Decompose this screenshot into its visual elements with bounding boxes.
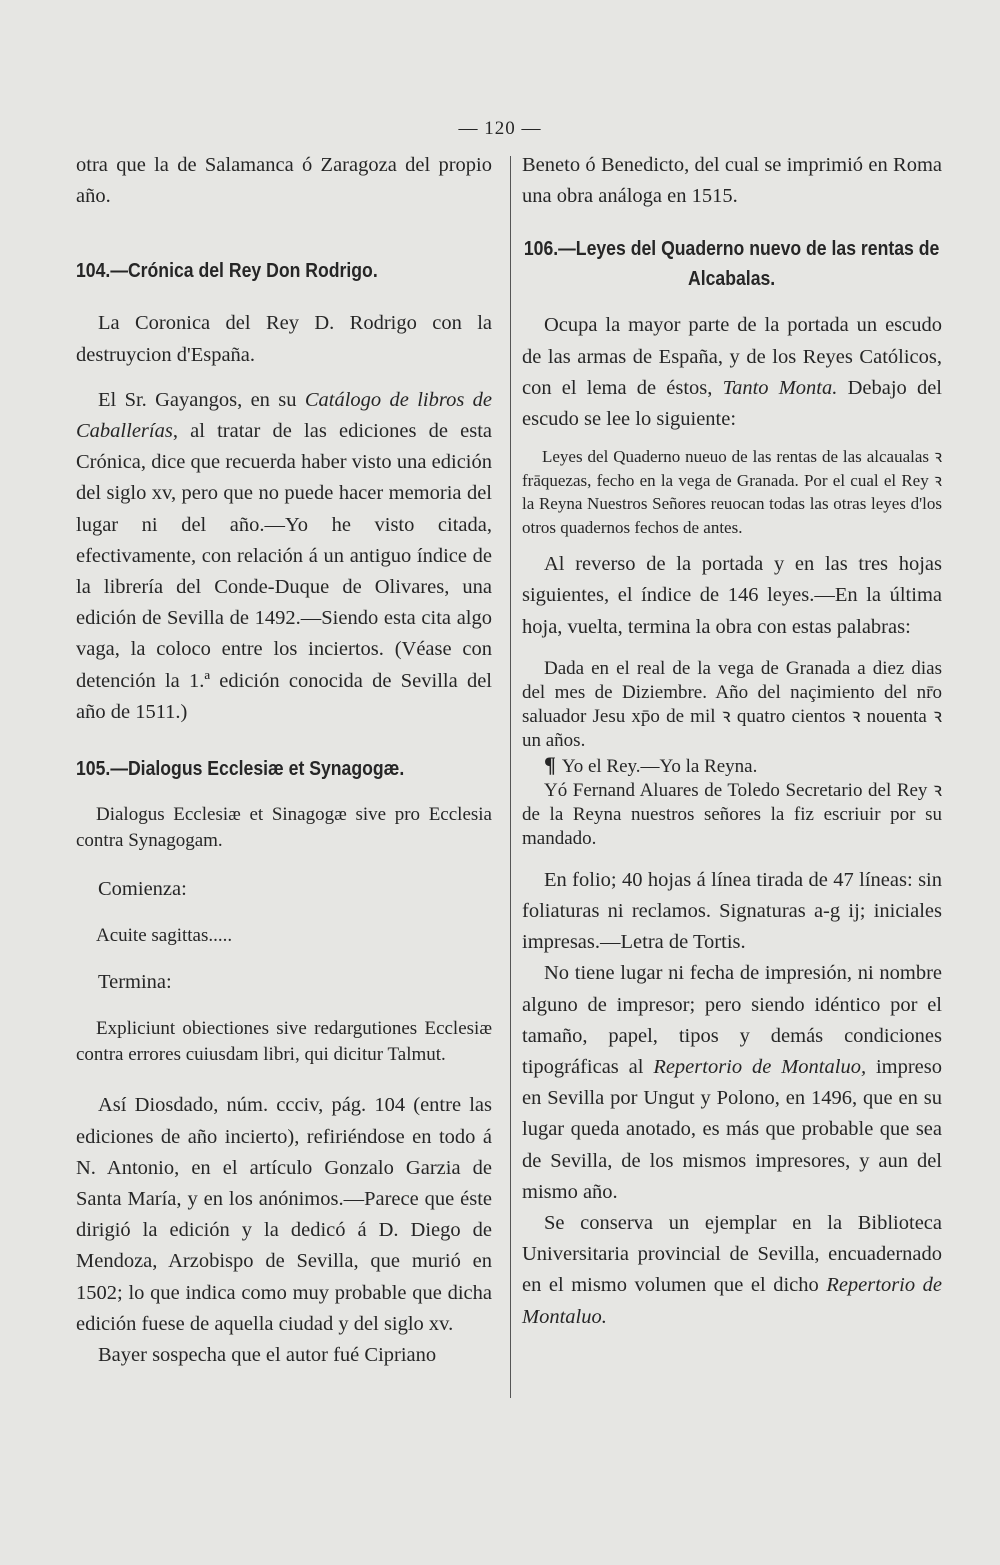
entry-heading-106: 106.—Leyes del Quaderno nuevo de las rentas de Alcabalas. (524, 237, 940, 291)
entry-heading-105: 105.—Dialogus Ecclesiæ et Synagogæ. (76, 757, 405, 781)
right-column (522, 150, 942, 1333)
entry-heading-104: 104.—Crónica del Rey Don Rodrigo. (76, 259, 378, 283)
colophon-text: Dada en el real de la vega de Granada a diez dias del mes de Diziembre. Año del naçimiento del nr̄o saluador Jesu xp̄o de mil ꝛ quatro cientos ꝛ nouenta ꝛ un años. (522, 657, 942, 751)
paragraph-continuation: otra que la de Salamanca ó Zaragoza del propio año. (76, 154, 492, 208)
comienza-label: Comienza: (98, 878, 187, 901)
italic-title: Catálogo de libros de Caballerías (76, 388, 492, 443)
reverse-description: Al reverso de la portada y en las tres hojas siguientes, el índice de 146 leyes.—En la última hoja, vuelta, termina la obra con estas palabras: (522, 553, 942, 638)
paragraph-bayer: Bayer sospecha que el autor fué Cipriano (98, 1344, 437, 1367)
column-divider (510, 156, 511, 1398)
entry-104-title: La Coronica del Rey D. Rodrigo con la destruycion d'España. (76, 312, 492, 366)
text-run: Debajo del escudo se lee lo siguiente: (522, 376, 942, 431)
text-run: Ocupa la mayor parte de la portada un escudo de las armas de España, y de los Reyes Católicos, con el lema de éstos, (522, 314, 942, 399)
text-run: Se conserva un ejemplar en la Biblioteca Universitaria provincial de Sevilla, encuadernado en el mismo volumen que el dicho (522, 1212, 942, 1297)
text-run: No tiene lugar ni fecha de impresión, ni nombre alguno de impresor; pero siendo idéntico por el tamaño, papel, tipos y demás condiciones tipográficas al (522, 962, 942, 1079)
pilcrow-icon: ¶ (544, 751, 556, 777)
italic-title: Repertorio de Montaluo. (522, 1274, 943, 1328)
colophon-signatures (522, 753, 942, 779)
text-run: , al tratar de las ediciones de esta Crónica, dice que recuerda haber visto una edición del siglo xv, pero que no puede hacer memoria del lugar ni del año.—Yo he visto citada, efectivamente, con relación á un antiguo índice de la librería del Conde-Duque de Olivares, una edición de Sevilla de 1492.—Siendo esta cita algo vaga, la coloco entre los inciertos. (Véase con detención la 1.ª edición conocida de Sevilla del año de 1511.) (76, 420, 492, 723)
left-column (76, 150, 492, 1371)
text-run: Yo el Rey.—Yo la Reyna. (561, 755, 758, 777)
termina-label: Termina: (98, 971, 172, 994)
paragraph-continuation: Beneto ó Benedicto, del cual se imprimió en Roma una obra análoga en 1515. (522, 154, 942, 208)
entry-106-description (522, 310, 942, 435)
page-number: — 120 — (458, 118, 542, 139)
italic-motto: Tanto Monta. (722, 376, 838, 399)
attribution-paragraph (522, 958, 942, 1208)
entry-105-title: Dialogus Ecclesiæ et Sinagogæ sive pro Ecclesia contra Synagogam. (76, 804, 492, 852)
incipit-text: Acuite sagittas..... (96, 925, 233, 947)
location-paragraph (522, 1208, 942, 1333)
explicit-text: Expliciunt obiectiones sive redargutiones Ecclesiæ contra errores cuiusdam libri, qui dicitur Talmut. (76, 1018, 492, 1066)
title-page-transcription: Leyes del Quaderno nueuo de las rentas de las alcaualas ꝛ frāquezas, fecho en la vega de Granada. Por el cual el Rey ꝛ la Reyna Nuestros Señores reuocan todas las otras leyes d'los otros quadernos fechos de antes. (522, 447, 942, 537)
text-run: impreso en Sevilla por Ungut y Polono, en 1496, que en su lugar queda anotado, es más que probable que sea de Sevilla, de los mismos impresores, y aun del mismo año. (522, 1056, 942, 1203)
italic-title: Repertorio de Montaluo, (653, 1056, 867, 1079)
physical-description: En folio; 40 hojas á línea tirada de 47 líneas: sin foliaturas ni reclamos. Signaturas a-g ij; iniciales impresas.—Letra de Tortis. (522, 868, 942, 954)
text-run: El Sr. Gayangos, en su (98, 388, 305, 411)
entry-105-description: Así Diosdado, núm. ccciv, pág. 104 (entre las ediciones de año incierto), refiriéndose en todo á N. Antonio, en el artículo Gonzalo Garzia de Santa María, y en los anónimos.—Parece que éste dirigió la edición y la dedicó á D. Diego de Mendoza, Arzobispo de Sevilla, que murió en 1502; lo que indica como muy probable que dicha edición fuese de aquella ciudad y del siglo xv. (76, 1094, 492, 1335)
colophon-secretary: Yó Fernand Aluares de Toledo Secretario del Rey ꝛ de la Reyna nuestros señores la fiz escriuir por su mandado. (522, 779, 942, 849)
entry-104-description (76, 385, 492, 728)
